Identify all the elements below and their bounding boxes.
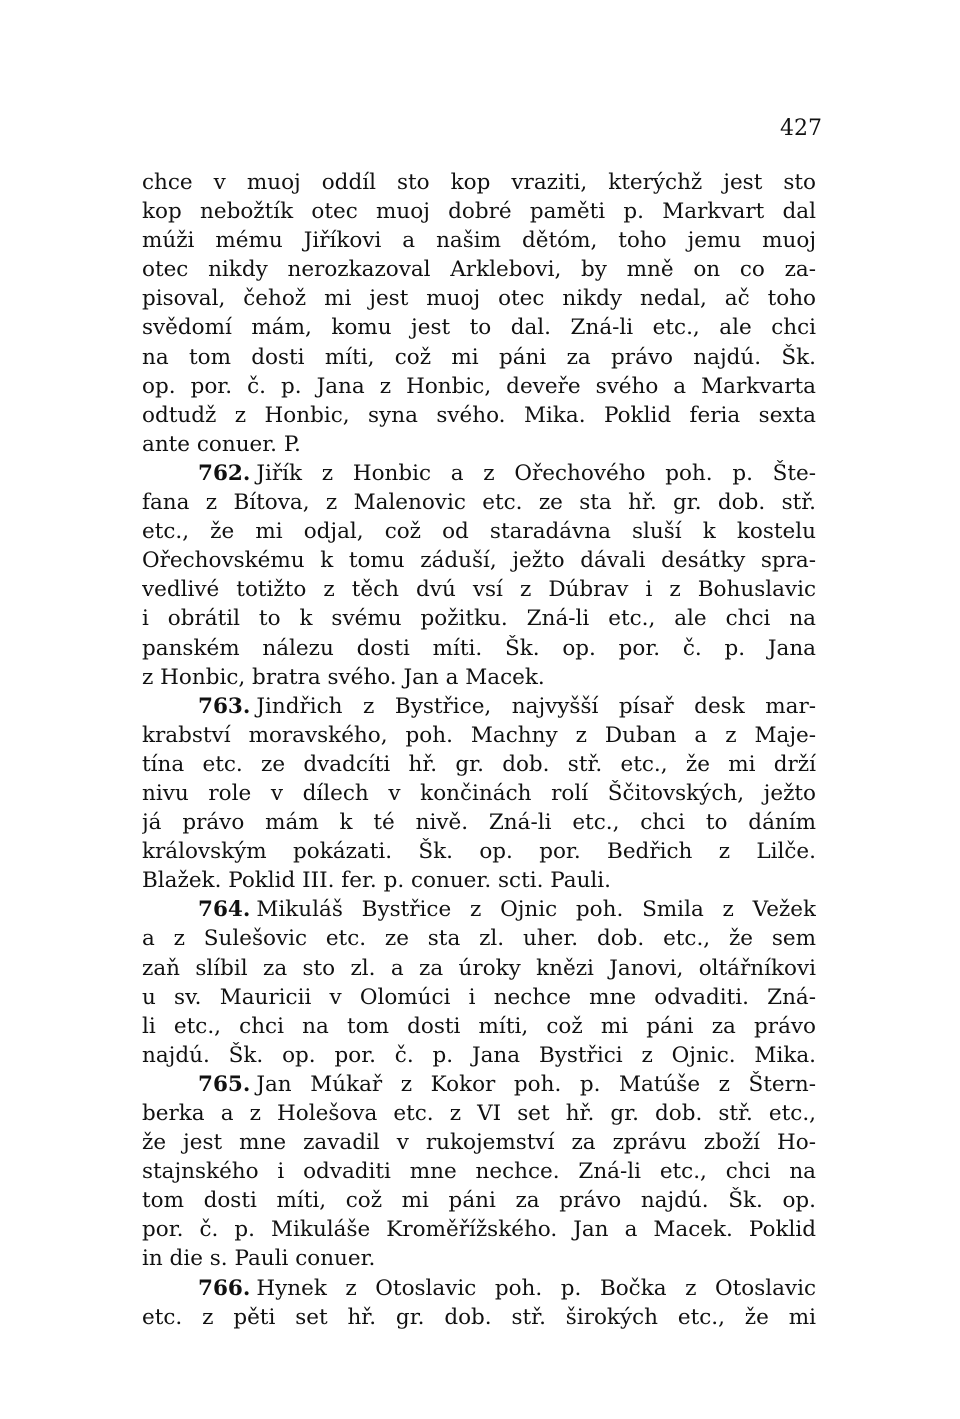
text-line — [142, 1303, 816, 1332]
line-text: že jest mne zavadil v rukojemství za zprávu zboží Ho- — [142, 1130, 816, 1156]
entry-number: 764. — [198, 897, 251, 923]
text-line — [142, 1186, 816, 1215]
text-line — [142, 1041, 816, 1070]
line-text: kop nebožtík otec muoj dobré paměti p. Markvart dal — [142, 199, 816, 225]
entry-first-line — [142, 692, 816, 721]
line-text: a z Sulešovic etc. ze sta zl. uher. dob. etc., že sem — [142, 926, 816, 952]
text-line — [142, 1012, 816, 1041]
line-text: tom dosti míti, což mi páni za právo najdú. Šk. op. — [142, 1188, 816, 1214]
line-text: pisoval, čehož mi jest muoj otec nikdy nedal, ač toho — [142, 286, 816, 312]
entry-number: 765. — [198, 1071, 251, 1097]
line-text: Hynek z Otoslavic poh. p. Bočka z Otoslavic — [256, 1275, 816, 1301]
line-text: etc., že mi odjal, což od staradávna sluší k kostelu — [142, 519, 816, 545]
text-line — [142, 954, 816, 983]
page-number: 427 — [780, 116, 822, 141]
text-line — [142, 634, 816, 663]
text-line — [142, 1099, 816, 1128]
text-line — [142, 1157, 816, 1186]
line-text: tína etc. ze dvadcíti hř. gr. dob. stř. etc., že mi drží — [142, 751, 816, 777]
line-text: Ořechovskému k tomu záduší, ježto dávali desátky spra- — [142, 548, 816, 574]
line-text: Jindřich z Bystřice, najvyšší písař desk mar- — [256, 693, 816, 719]
text-line — [142, 546, 816, 575]
text-line — [142, 372, 816, 401]
entry-first-line — [142, 1070, 816, 1099]
line-text: odtudž z Honbic, syna svého. Mika. Poklid feria sexta — [142, 402, 816, 428]
text-line — [142, 1128, 816, 1157]
page-text — [142, 168, 816, 1332]
line-text: berka a z Holešova etc. z VI set hř. gr. dob. stř. etc., — [142, 1101, 816, 1126]
line-text: chce v muoj oddíl sto kop vraziti, kterýchž jest sto — [142, 170, 816, 195]
line-text: krabství moravského, poh. Machny z Duban a z Maje- — [142, 722, 816, 748]
text-line — [142, 168, 816, 197]
text-line — [142, 779, 816, 808]
text-line — [142, 663, 816, 692]
text-line — [142, 837, 816, 866]
line-text: u sv. Mauricii v Olomúci i nechce mne odvaditi. Zná- — [142, 984, 816, 1010]
entry-number: 762. — [198, 460, 251, 486]
line-text: fana z Bítova, z Malenovic etc. ze sta hř. gr. dob. stř. — [142, 490, 816, 516]
text-line — [142, 255, 816, 284]
line-text: Mikuláš Bystřice z Ojnic poh. Smila z Vežek — [256, 897, 816, 923]
line-text: Jiřík z Honbic a z Ořechového poh. p. Šte- — [256, 460, 816, 486]
text-line — [142, 488, 816, 517]
entry-first-line — [142, 895, 816, 924]
text-line — [142, 604, 816, 633]
line-text: svědomí mám, komu jest to dal. Zná-li etc., ale chci — [142, 315, 816, 341]
text-line — [142, 284, 816, 313]
text-line — [142, 808, 816, 837]
line-text: vedlivé totižto z těch dvú vsí z Dúbrav i z Bohuslavic — [142, 577, 816, 603]
text-line — [142, 721, 816, 750]
line-text: etc. z pěti set hř. gr. dob. stř. širokých etc., že mi — [142, 1304, 816, 1330]
line-text: li etc., chci na tom dosti míti, což mi páni za právo — [142, 1013, 816, 1039]
text-line — [142, 924, 816, 953]
text-line — [142, 575, 816, 604]
line-text: ante conuer. P. — [142, 431, 301, 457]
text-line — [142, 197, 816, 226]
line-text: stajnského i odvaditi mne nechce. Zná-li etc., chci na — [142, 1159, 816, 1185]
line-text: já právo mám k té nivě. Zná-li etc., chci to dáním — [142, 810, 816, 836]
text-line — [142, 401, 816, 430]
text-line — [142, 750, 816, 779]
line-text: op. por. č. p. Jana z Honbic, deveře svého a Markvarta — [142, 373, 816, 399]
line-text: královským pokázati. Šk. op. por. Bedřich z Lilče. — [142, 839, 816, 865]
text-line — [142, 313, 816, 342]
line-text: i obrátil to k svému požitku. Zná-li etc., ale chci na — [142, 606, 816, 632]
text-line — [142, 226, 816, 255]
entry-number: 766. — [198, 1275, 251, 1301]
line-text: in die s. Pauli conuer. — [142, 1246, 376, 1272]
line-text: nivu role v dílech v končinách rolí Ščitovských, ježto — [142, 780, 816, 806]
line-text: otec nikdy nerozkazoval Arklebovi, by mně on co za- — [142, 257, 816, 283]
entry-first-line — [142, 1274, 816, 1303]
line-text: Jan Múkař z Kokor poh. p. Matúše z Štern- — [256, 1071, 816, 1097]
line-text: por. č. p. Mikuláše Kroměřížského. Jan a Macek. Poklid — [142, 1217, 816, 1243]
line-text: panském nálezu dosti míti. Šk. op. por. č. p. Jana — [142, 635, 816, 661]
text-line — [142, 430, 816, 459]
text-line — [142, 343, 816, 372]
line-text: Blažek. Poklid III. fer. p. conuer. scti. Pauli. — [142, 868, 612, 894]
text-line — [142, 517, 816, 546]
text-line — [142, 1244, 816, 1273]
line-text: z Honbic, bratra svého. Jan a Macek. — [142, 664, 545, 690]
text-line — [142, 866, 816, 895]
line-text: najdú. Šk. op. por. č. p. Jana Bystřici z Ojnic. Mika. — [142, 1042, 816, 1068]
line-text: zaň slíbil za sto zl. a za úroky knězi Janovi, oltářníkovi — [142, 955, 816, 981]
text-line — [142, 983, 816, 1012]
line-text: na tom dosti míti, což mi páni za právo najdú. Šk. — [142, 344, 816, 370]
text-line — [142, 1215, 816, 1244]
entry-first-line — [142, 459, 816, 488]
entry-number: 763. — [198, 693, 251, 719]
line-text: múži mému Jiříkovi a našim dětóm, toho jemu muoj — [142, 228, 816, 254]
